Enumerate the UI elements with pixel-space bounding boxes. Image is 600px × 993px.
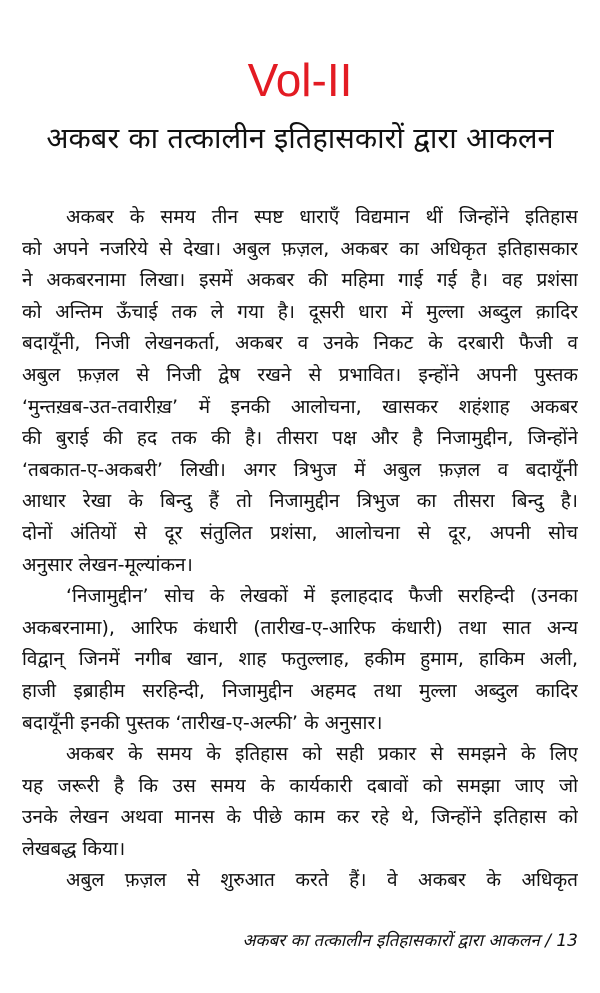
body-text [22, 202, 578, 897]
text-line: आधार रेखा के बिन्दु हैं तो निजामुद्दीन त्रिभुज का तीसरा बिन्दु है। [22, 490, 578, 513]
text-line: ने अकबरनामा लिखा। इसमें अकबर की महिमा गाई गई है। वह प्रशंसा [22, 269, 578, 292]
text-line: यह जरूरी है कि उस समय के कार्यकारी दबावों को समझा जाए जो [22, 774, 578, 797]
text-line: विद्वान् जिनमें नगीब खान, शाह फतुल्लाह, हकीम हुमाम, हाकिम अली, [22, 648, 578, 671]
volume-label: Vol-II [247, 54, 353, 106]
text-line: ‘तबकात-ए-अकबरी’ लिखी। अगर त्रिभुज में अबुल फ़ज़ल व बदायूँनी [22, 458, 578, 481]
text-line: दोनों अंतियों से दूर संतुलित प्रशंसा, आलोचना से दूर, अपनी सोच [22, 521, 578, 544]
text-line: अबुल फ़ज़ल से निजी द्वेष रखने से प्रभावित। इन्होंने अपनी पुस्तक [22, 363, 578, 386]
text-line: अबुल फ़ज़ल से शुरुआत करते हैं। वे अकबर के अधिकृत [66, 869, 578, 892]
text-line: को अपने नजरिये से देखा। अबुल फ़ज़ल, अकबर का अधिकृत इतिहासकार [22, 237, 578, 260]
text-line: बदायूँनी, निजी लेखनकर्ता, अकबर व उनके निकट के दरबारी फैजी व [22, 332, 578, 355]
text-line: लेखबद्ध किया। [22, 837, 126, 860]
text-line: की बुराई की हद तक की है। तीसरा पक्ष और है निजामुद्दीन, जिन्होंने [22, 427, 578, 450]
text-line: हाजी इब्राहीम सरहिन्दी, निजामुद्दीन अहमद तथा मुल्ला अब्दुल कादिर [22, 679, 578, 702]
text-line: अकबर के समय तीन स्पष्ट धाराएँ विद्यमान थीं जिन्होंने इतिहास [66, 206, 578, 228]
page-footer: अकबर का तत्कालीन इतिहासकारों द्वारा आकलन / 13 [242, 931, 578, 951]
text-line: अनुसार लेखन-मूल्यांकन। [22, 553, 193, 576]
text-line: अकबरनामा), आरिफ कंधारी (तारीख-ए-आरिफ कंधारी) तथा सात अन्य [22, 616, 578, 639]
text-line: को अन्तिम ऊँचाई तक ले गया है। दूसरी धारा में मुल्ला अब्दुल क़ादिर [22, 300, 578, 323]
chapter-title: अकबर का तत्कालीन इतिहासकारों द्वारा आकलन [46, 121, 554, 155]
text-line: ‘मुन्तख़ब-उत-तवारीख़’ में इनकी आलोचना, खासकर शहंशाह अकबर [22, 395, 578, 418]
text-line: बदायूँनी इनकी पुस्तक ‘तारीख-ए-अल्फी’ के अनुसार। [22, 711, 383, 734]
text-line: अकबर के समय के इतिहास को सही प्रकार से समझने के लिए [66, 743, 578, 766]
text-line: ‘निजामुद्दीन’ सोच के लेखकों में इलाहदाद फैजी सरहिन्दी (उनका [66, 585, 578, 608]
text-line: उनके लेखन अथवा मानस के पीछे काम कर रहे थे, जिन्होंने इतिहास को [22, 806, 578, 829]
